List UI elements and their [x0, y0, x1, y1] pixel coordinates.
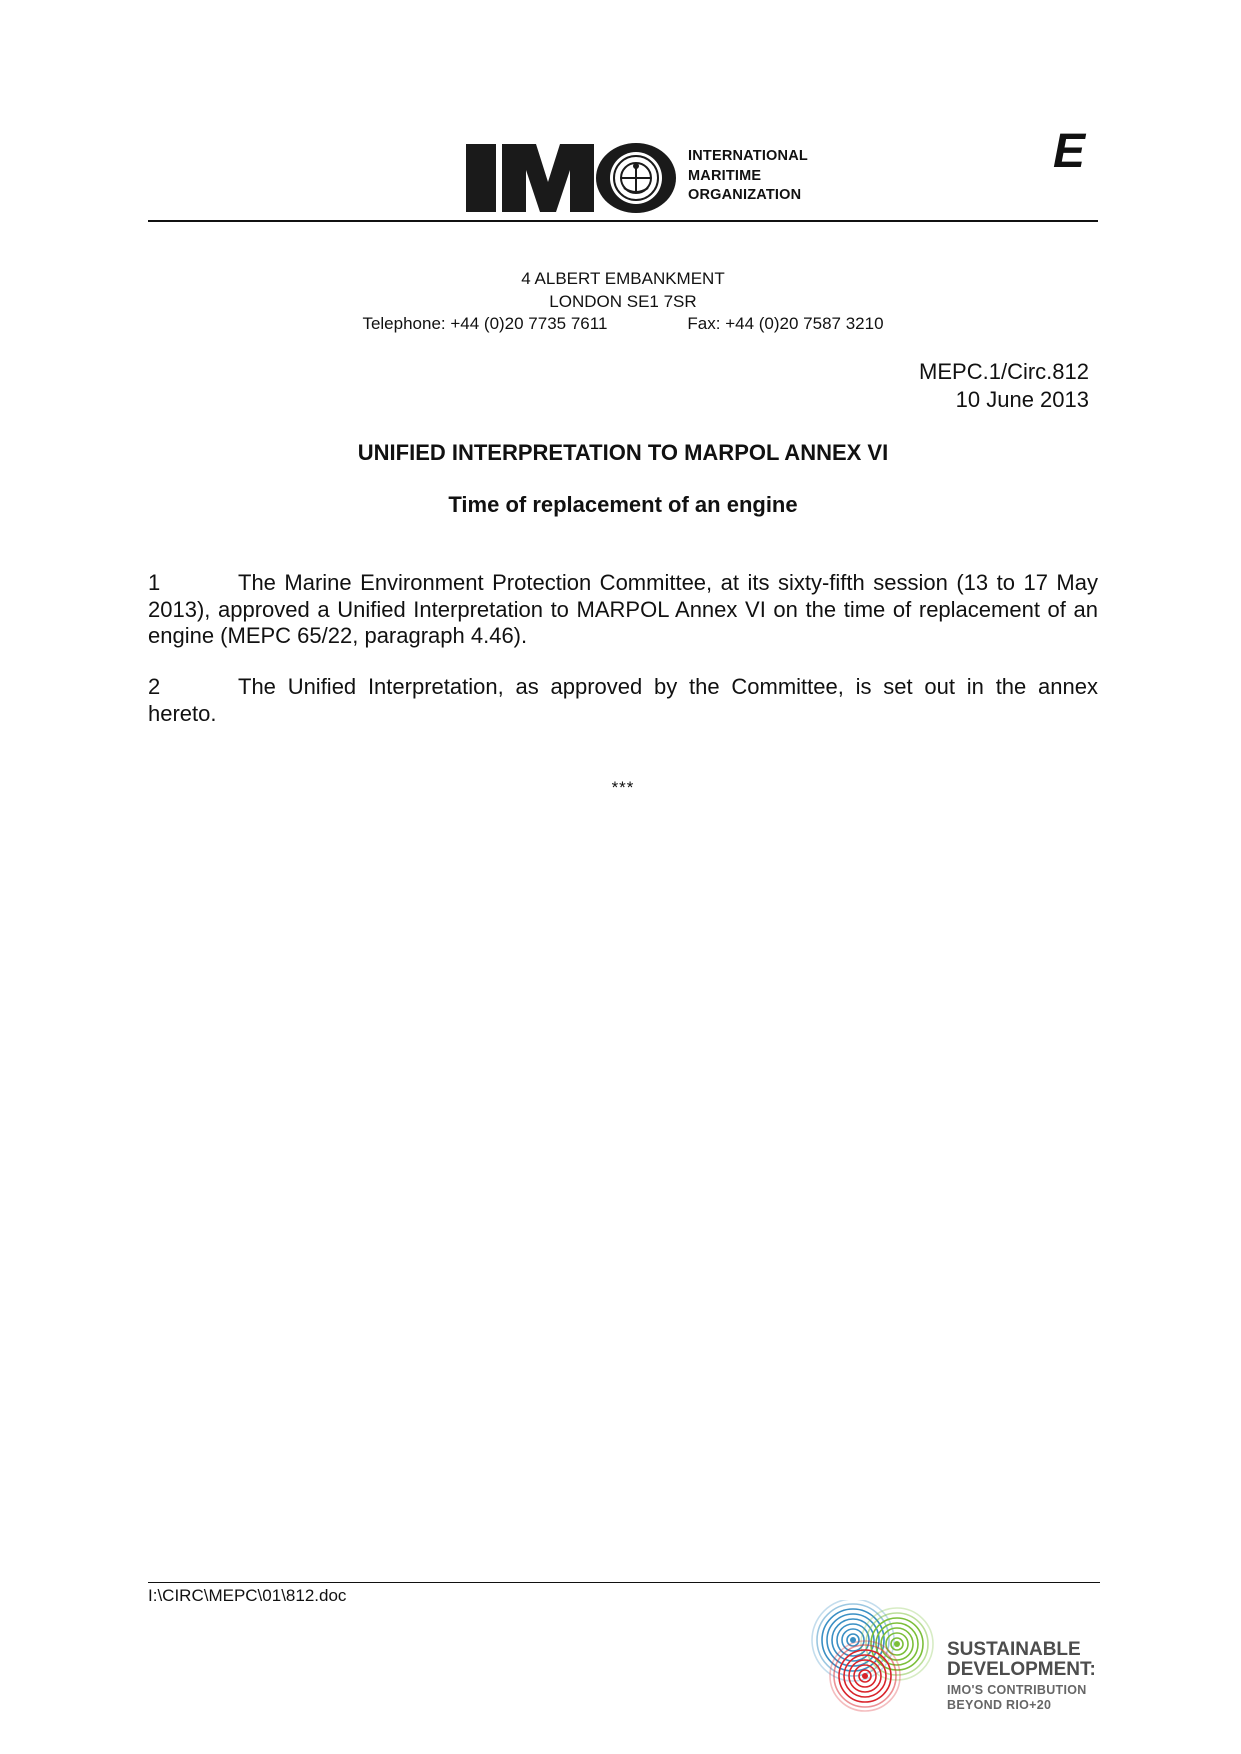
sustainable-development-logo [805, 1600, 1105, 1712]
sd-line-beyond: BEYOND RIO+20 [947, 1698, 1052, 1712]
document-title: UNIFIED INTERPRETATION TO MARPOL ANNEX VI [357, 440, 889, 465]
logo-line-organization: ORGANIZATION [688, 187, 802, 203]
fax-number: Fax: +44 (0)20 7587 3210 [687, 314, 884, 333]
sd-line-sustainable: SUSTAINABLE [947, 1639, 1081, 1660]
address-block [148, 268, 1098, 336]
address-city: LONDON SE1 7SR [549, 291, 697, 311]
document-date: 10 June 2013 [955, 387, 1089, 412]
section-separator: *** [611, 778, 635, 797]
imo-emblem-icon [466, 142, 676, 214]
logo-line-international: INTERNATIONAL [688, 148, 808, 164]
address-street: 4 ALBERT EMBANKMENT [521, 269, 725, 288]
document-subtitle: Time of replacement of an engine [448, 492, 798, 517]
paragraph-number: 1 [148, 570, 161, 595]
header-divider [148, 220, 1098, 222]
sd-logo-text [947, 1640, 1096, 1713]
paragraph-2 [148, 674, 1098, 727]
sd-line-development: DEVELOPMENT: [947, 1659, 1096, 1680]
footer-divider [148, 1582, 1100, 1583]
paragraph-text: The Marine Environment Protection Committee, at its sixty-fifth session (13 to 17 May 2013), approved a Unified Interpretation to MARPOL Annex VI on the time of replacement of an engine (MEPC 65/22, paragraph 4.46). [148, 570, 1098, 648]
paragraph-number: 2 [148, 674, 161, 699]
sd-line-contribution: IMO'S CONTRIBUTION [947, 1683, 1087, 1697]
language-letter: E [1053, 125, 1086, 178]
telephone-number: Telephone: +44 (0)20 7735 7611 [362, 314, 608, 333]
concentric-circles-icon [805, 1600, 945, 1712]
paragraph-1 [148, 570, 1098, 650]
file-path: I:\CIRC\MEPC\01\812.doc [148, 1586, 347, 1605]
document-reference-block [919, 358, 1089, 414]
imo-logo-wordmark [688, 147, 808, 206]
contact-line [148, 313, 1098, 336]
imo-logo [466, 142, 826, 214]
logo-line-maritime: MARITIME [688, 167, 762, 184]
document-reference: MEPC.1/Circ.812 [919, 359, 1089, 384]
paragraph-text: The Unified Interpretation, as approved by the Committee, is set out in the annex hereto. [148, 674, 1098, 726]
